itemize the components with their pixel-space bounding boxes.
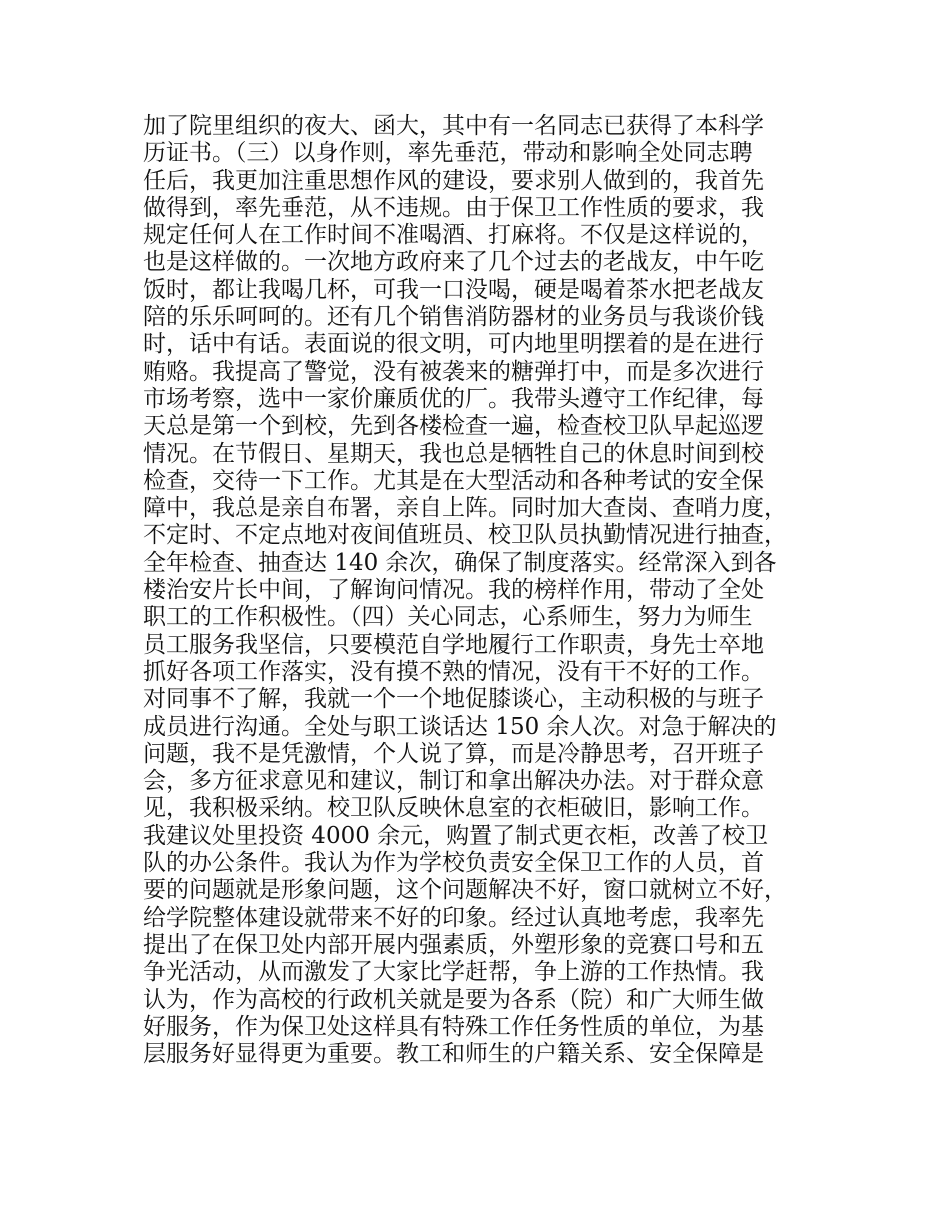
text-line: 任后，我更加注重思想作风的建设，要求别人做到的，我首先 xyxy=(143,167,764,194)
text-line: 规定任何人在工作时间不准喝酒、打麻将。不仅是这样说的， xyxy=(143,222,764,249)
text-line: 贿赂。我提高了警觉，没有被袭来的糖弹打中，而是多次进行 xyxy=(143,358,764,385)
text-line: 见，我积极采纳。校卫队反映休息室的衣柜破旧，影响工作。 xyxy=(143,795,764,822)
text-line: 天总是第一个到校，先到各楼检查一遍，检查校卫队早起巡逻 xyxy=(143,413,764,440)
text-line: 全年检查、抽查达 140 余次，确保了制度落实。经常深入到各 xyxy=(143,549,777,576)
text-line: 争光活动，从而激发了大家比学赶帮，争上游的工作热情。我 xyxy=(143,959,764,986)
text-line: 我建议处里投资 4000 余元，购置了制式更衣柜，改善了校卫 xyxy=(143,822,769,849)
text-line: 饭时，都让我喝几杯，可我一口没喝，硬是喝着茶水把老战友 xyxy=(143,276,764,303)
text-line: 加了院里组织的夜大、函大，其中有一名同志已获得了本科学 xyxy=(143,113,764,139)
text-line: 要的问题就是形象问题，这个问题解决不好，窗口就树立不好， xyxy=(143,877,787,904)
text-line: 给学院整体建设就带来不好的印象。经过认真地考虑，我率先 xyxy=(143,904,764,931)
body-text xyxy=(143,113,823,1068)
text-line: 好服务，作为保卫处这样具有特殊工作任务性质的单位，为基 xyxy=(143,1013,764,1040)
text-line: 问题，我不是凭激情，个人说了算，而是冷静思考，召开班子 xyxy=(143,740,764,767)
text-line: 障中，我总是亲自布署，亲自上阵。同时加大查岗、查哨力度， xyxy=(143,495,787,522)
text-line: 市场考察，选中一家价廉质优的厂。我带头遵守工作纪律，每 xyxy=(143,385,764,412)
text-line: 员工服务我坚信，只要模范自学地履行工作职责，身先士卒地 xyxy=(143,631,764,658)
text-line: 职工的工作积极性。（四）关心同志，心系师生，努力为师生 xyxy=(143,604,753,631)
text-line: 认为，作为高校的行政机关就是要为各系（院）和广大师生做 xyxy=(143,986,764,1013)
text-line: 时，话中有话。表面说的很文明，可内地里明摆着的是在进行 xyxy=(143,331,764,358)
text-line: 成员进行沟通。全处与职工谈话达 150 余人次。对急于解决的 xyxy=(143,713,777,740)
text-line: 会，多方征求意见和建议，制订和拿出解决办法。对于群众意 xyxy=(143,768,764,795)
text-line: 做得到，率先垂范，从不违规。由于保卫工作性质的要求，我 xyxy=(143,194,764,221)
text-line: 层服务好显得更为重要。教工和师生的户籍关系、安全保障是 xyxy=(143,1041,764,1068)
text-line: 检查，交待一下工作。尤其是在大型活动和各种考试的安全保 xyxy=(143,467,764,494)
text-line: 抓好各项工作落实，没有摸不熟的情况，没有干不好的工作。 xyxy=(143,658,764,685)
text-line: 队的办公条件。我认为作为学校负责安全保卫工作的人员，首 xyxy=(143,850,764,877)
text-line: 历证书。（三）以身作则，率先垂范，带动和影响全处同志聘 xyxy=(143,140,753,167)
text-line: 楼治安片长中间，了解询问情况。我的榜样作用，带动了全处 xyxy=(143,577,764,604)
text-line: 陪的乐乐呵呵的。还有几个销售消防器材的业务员与我谈价钱 xyxy=(143,304,764,331)
text-line: 情况。在节假日、星期天，我也总是牺牲自己的休息时间到校 xyxy=(143,440,764,467)
text-line: 对同事不了解，我就一个一个地促膝谈心，主动积极的与班子 xyxy=(143,686,764,713)
text-line: 提出了在保卫处内部开展内强素质，外塑形象的竞赛口号和五 xyxy=(143,931,764,958)
text-line: 也是这样做的。一次地方政府来了几个过去的老战友，中午吃 xyxy=(143,249,764,276)
text-line: 不定时、不定点地对夜间值班员、校卫队员执勤情况进行抽查， xyxy=(143,522,787,549)
